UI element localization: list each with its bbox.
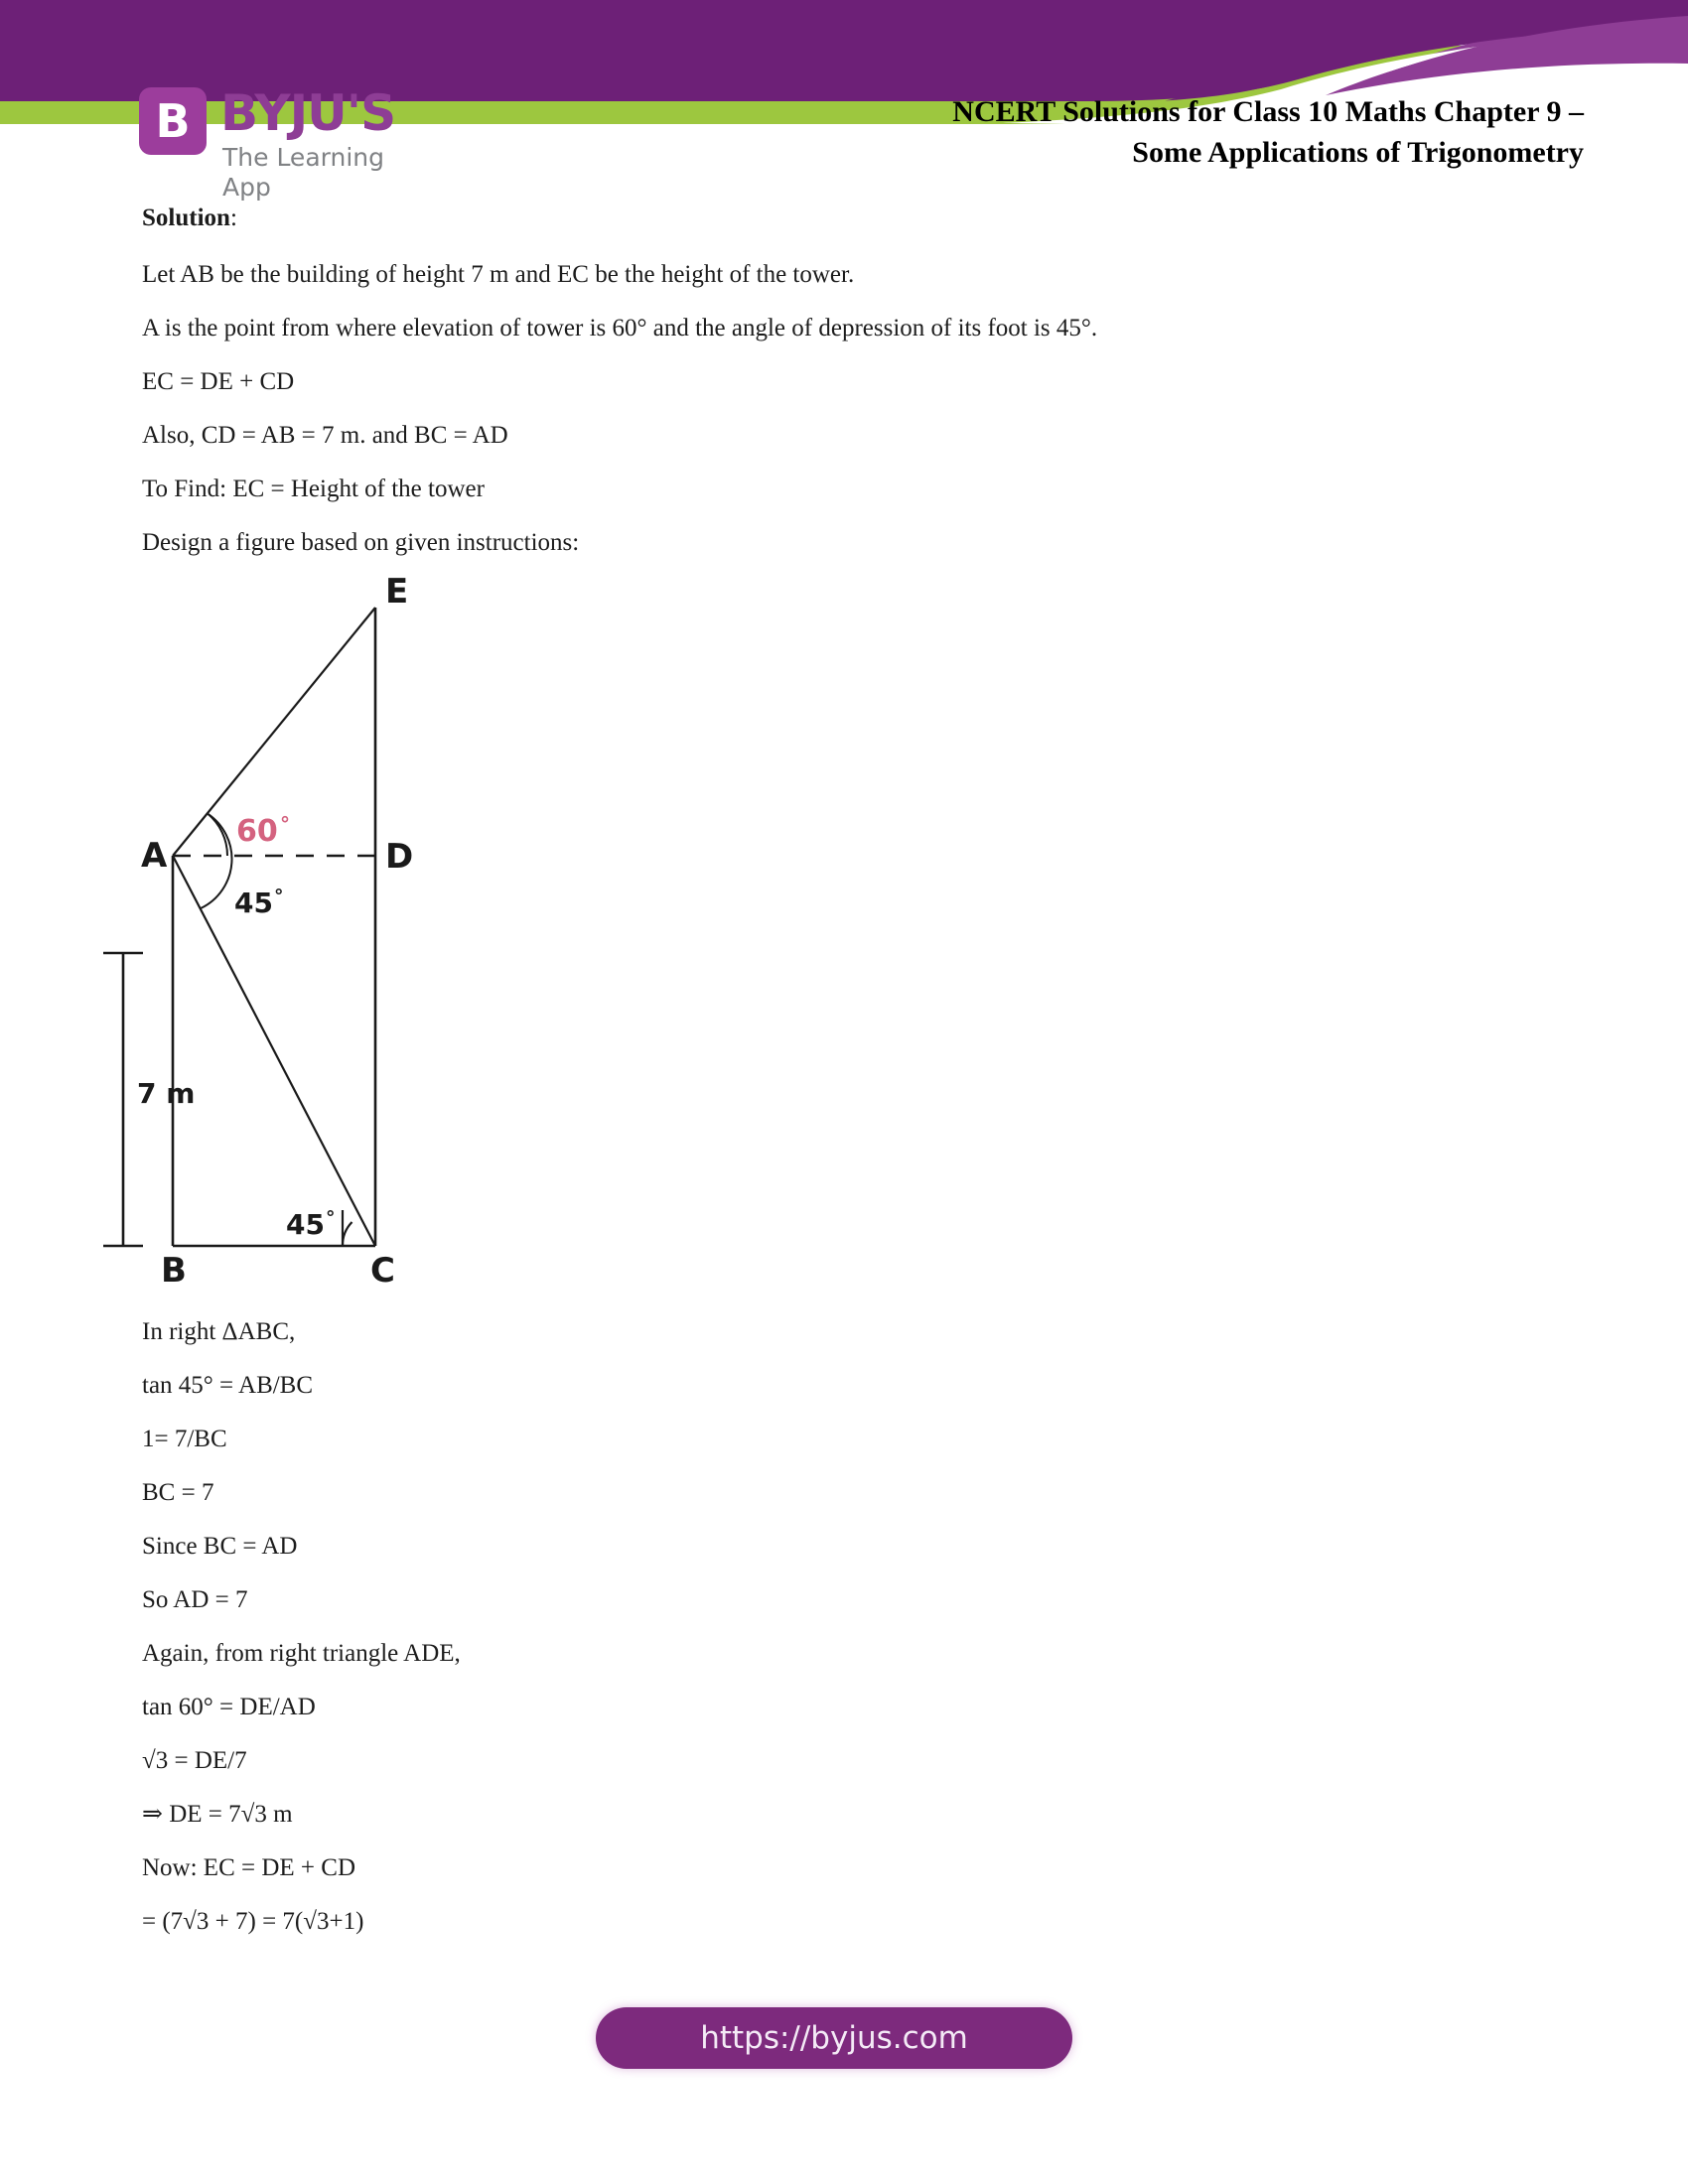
paragraph-ec-relation: EC = DE + CD bbox=[142, 368, 295, 395]
step-one-equals: 1= 7/BC bbox=[142, 1426, 227, 1452]
step-in-right-triangle-abc: In right ΔABC, bbox=[142, 1318, 296, 1345]
step-final-answer: = (7√3 + 7) = 7(√3+1) bbox=[142, 1908, 364, 1935]
solution-heading bbox=[142, 204, 237, 233]
paragraph-cd-relation: Also, CD = AB = 7 m. and BC = AD bbox=[142, 422, 508, 449]
figure-label-D: D bbox=[385, 837, 414, 877]
figure-angle-60-degree: ° bbox=[280, 812, 290, 836]
page-title-line-1: NCERT Solutions for Class 10 Maths Chapter 9 – bbox=[952, 95, 1584, 128]
angle-arc-at-C bbox=[343, 1222, 352, 1246]
byjus-logo-b-glyph: B bbox=[155, 94, 191, 148]
figure-angle-60-label: 60 bbox=[236, 814, 278, 849]
byjus-url-text: https://byjus.com bbox=[700, 2020, 968, 2056]
figure-label-A: A bbox=[141, 836, 168, 876]
step-root3-de7: √3 = DE/7 bbox=[142, 1747, 247, 1774]
step-since-bc-ad: Since BC = AD bbox=[142, 1533, 298, 1560]
byjus-logo-mark bbox=[139, 87, 207, 155]
byjus-url-button[interactable] bbox=[596, 2007, 1072, 2069]
figure-label-B: B bbox=[161, 1251, 187, 1291]
figure-label-C: C bbox=[370, 1251, 395, 1291]
figure-label-E: E bbox=[385, 572, 409, 612]
angle-arc-at-A bbox=[201, 813, 231, 908]
page-title bbox=[730, 91, 1584, 173]
step-tan45: tan 45° = AB/BC bbox=[142, 1372, 314, 1399]
step-de-value: ⇒ DE = 7√3 m bbox=[142, 1801, 293, 1828]
angle-arc-60-sector bbox=[208, 813, 227, 856]
figure-angle-45-at-C-label: 45 bbox=[286, 1208, 325, 1241]
trigonometry-figure bbox=[129, 571, 546, 1291]
step-so-ad-7: So AD = 7 bbox=[142, 1586, 248, 1613]
solution-colon: : bbox=[229, 205, 237, 231]
solution-label: Solution bbox=[142, 205, 230, 231]
paragraph-design-figure: Design a figure based on given instructions: bbox=[142, 529, 580, 556]
step-now-ec: Now: EC = DE + CD bbox=[142, 1854, 356, 1881]
paragraph-given: Let AB be the building of height 7 m and EC be the height of the tower. bbox=[142, 261, 855, 288]
byjus-wordmark: BYJU'S bbox=[220, 84, 396, 142]
byjus-tagline: The Learning App bbox=[222, 143, 384, 202]
step-bc-equals-7: BC = 7 bbox=[142, 1479, 214, 1506]
segment-AC-line-of-sight bbox=[173, 856, 375, 1246]
step-tan60: tan 60° = DE/AD bbox=[142, 1694, 316, 1720]
figure-dimension-7m: 7 m bbox=[137, 1077, 196, 1110]
paragraph-to-find: To Find: EC = Height of the tower bbox=[142, 476, 485, 502]
page-title-line-2: Some Applications of Trigonometry bbox=[1132, 136, 1584, 169]
figure-angle-45-at-C-degree: ° bbox=[326, 1207, 336, 1229]
paragraph-angles: A is the point from where elevation of tower is 60° and the angle of depression of its foot is 45°. bbox=[142, 315, 1098, 341]
byjus-logo bbox=[139, 84, 437, 202]
figure-angle-45-at-A-label: 45 bbox=[234, 887, 273, 919]
step-again-triangle-ade: Again, from right triangle ADE, bbox=[142, 1640, 461, 1667]
figure-angle-45-at-A-degree: ° bbox=[274, 886, 284, 907]
